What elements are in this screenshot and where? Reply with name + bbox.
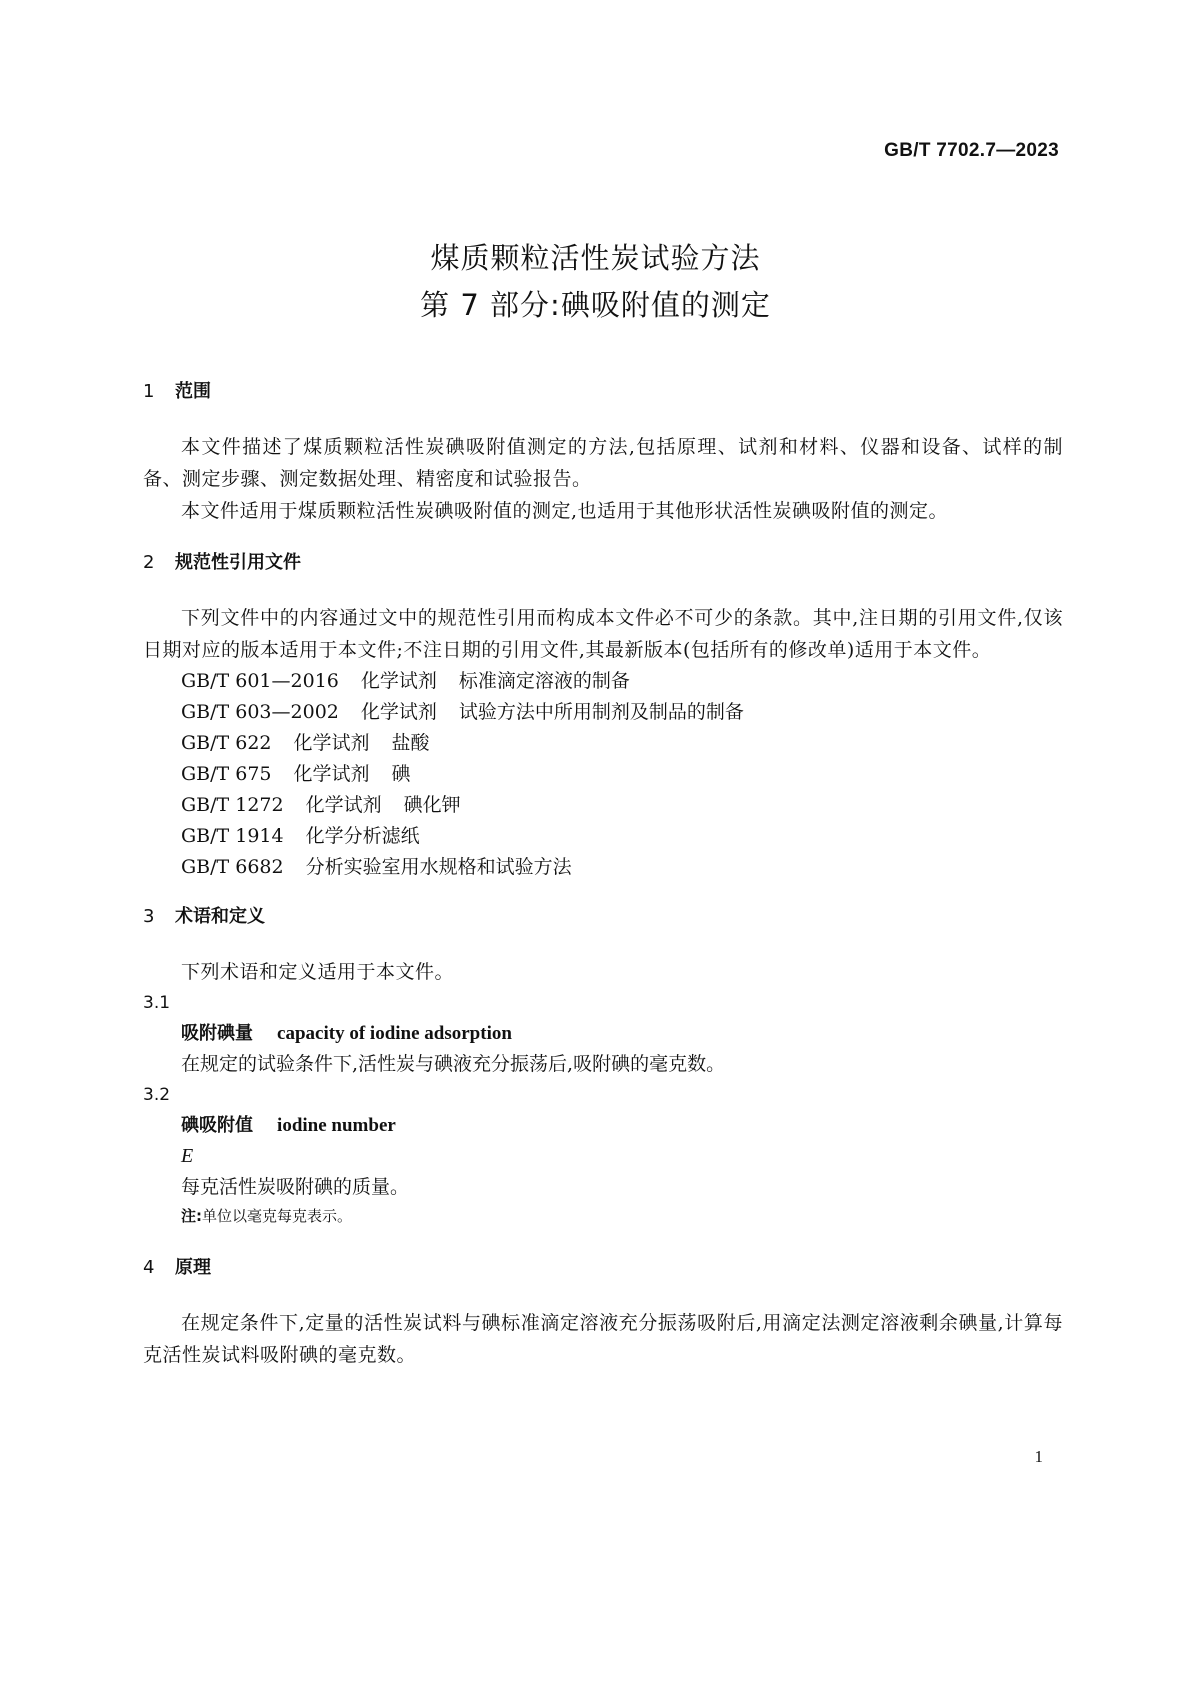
section-2-heading <box>143 551 1063 575</box>
term-chinese: 碘吸附值 <box>181 1115 253 1136</box>
scope-paragraph-2: 本文件适用于煤质颗粒活性炭碘吸附值的测定,也适用于其他形状活性炭碘吸附值的测定。 <box>181 500 949 522</box>
term-3-2-name <box>143 1110 1063 1141</box>
section-number: 4 <box>143 1257 155 1278</box>
term-3-2-note <box>143 1203 1063 1229</box>
document-title-line-2: 第 7 部分:碘吸附值的测定 <box>420 288 771 322</box>
reference-title-part-1: 化学试剂 <box>305 794 382 816</box>
reference-item <box>143 697 1063 728</box>
document-body <box>143 380 1063 1371</box>
reference-title-part-2: 试验方法中所用制剂及制品的制备 <box>458 701 744 723</box>
term-3-2-number: 3.2 <box>143 1085 171 1105</box>
section-1-heading <box>143 380 1063 404</box>
terms-intro: 下列术语和定义适用于本文件。 <box>181 961 455 983</box>
reference-title-part-1: 化学试剂 <box>293 763 370 785</box>
section-title: 规范性引用文件 <box>175 552 301 573</box>
term-english: iodine number <box>277 1115 396 1136</box>
reference-title-part-2: 标准滴定溶液的制备 <box>458 670 630 692</box>
section-title: 术语和定义 <box>175 906 265 927</box>
reference-code: GB/T 603—2002 <box>181 701 339 723</box>
term-3-1-number: 3.1 <box>143 993 171 1013</box>
standard-code: GB/T 7702.7—2023 <box>884 140 1059 161</box>
note-label: 注: <box>181 1207 202 1225</box>
section-4-heading <box>143 1256 1063 1280</box>
reference-item <box>143 728 1063 759</box>
reference-title-part-1: 化学试剂 <box>360 670 437 692</box>
term-3-2-definition: 每克活性炭吸附碘的质量。 <box>181 1176 410 1198</box>
reference-list <box>143 666 1063 883</box>
section-number: 2 <box>143 552 155 573</box>
principle-paragraph: 在规定条件下,定量的活性炭试料与碘标准滴定溶液充分振荡吸附后,用滴定法测定溶液剩余碘量,计算每克活性炭试料吸附碘的毫克数。 <box>143 1312 1063 1366</box>
reference-code: GB/T 675 <box>181 763 272 785</box>
note-text: 单位以毫克每克表示。 <box>202 1207 353 1225</box>
reference-item <box>143 666 1063 697</box>
reference-code: GB/T 622 <box>181 732 272 754</box>
scope-paragraph-1: 本文件描述了煤质颗粒活性炭碘吸附值测定的方法,包括原理、试剂和材料、仪器和设备、试样的制备、测定步骤、测定数据处理、精密度和试验报告。 <box>143 436 1063 490</box>
section-number: 1 <box>143 381 155 402</box>
reference-item <box>143 821 1063 852</box>
reference-item <box>143 759 1063 790</box>
page-number: 1 <box>1034 1447 1043 1466</box>
section-title: 原理 <box>175 1257 211 1278</box>
reference-code: GB/T 1914 <box>181 825 284 847</box>
section-title: 范围 <box>175 381 211 402</box>
reference-title-part-1: 化学试剂 <box>293 732 370 754</box>
reference-title-part-2: 盐酸 <box>391 732 430 754</box>
reference-code: GB/T 1272 <box>181 794 284 816</box>
term-3-1-name <box>143 1018 1063 1049</box>
reference-title-part-2: 碘 <box>391 763 411 785</box>
reference-item <box>143 852 1063 883</box>
reference-title-part-1: 分析实验室用水规格和试验方法 <box>305 856 572 878</box>
document-title-line-1: 煤质颗粒活性炭试验方法 <box>430 241 761 275</box>
term-3-2-symbol: E <box>181 1145 194 1167</box>
reference-title-part-1: 化学试剂 <box>360 701 437 723</box>
term-english: capacity of iodine adsorption <box>277 1023 512 1044</box>
reference-title-part-2: 碘化钾 <box>403 794 461 816</box>
term-3-1-definition: 在规定的试验条件下,活性炭与碘液充分振荡后,吸附碘的毫克数。 <box>181 1053 726 1075</box>
section-number: 3 <box>143 906 155 927</box>
reference-code: GB/T 6682 <box>181 856 284 878</box>
normative-references-intro: 下列文件中的内容通过文中的规范性引用而构成本文件必不可少的条款。其中,注日期的引用文件,仅该日期对应的版本适用于本文件;不注日期的引用文件,其最新版本(包括所有的修改单)适用于本文件。 <box>143 607 1063 661</box>
reference-item <box>143 790 1063 821</box>
reference-title-part-1: 化学分析滤纸 <box>305 825 420 847</box>
reference-code: GB/T 601—2016 <box>181 670 339 692</box>
section-3-heading <box>143 905 1063 929</box>
term-chinese: 吸附碘量 <box>181 1023 253 1044</box>
